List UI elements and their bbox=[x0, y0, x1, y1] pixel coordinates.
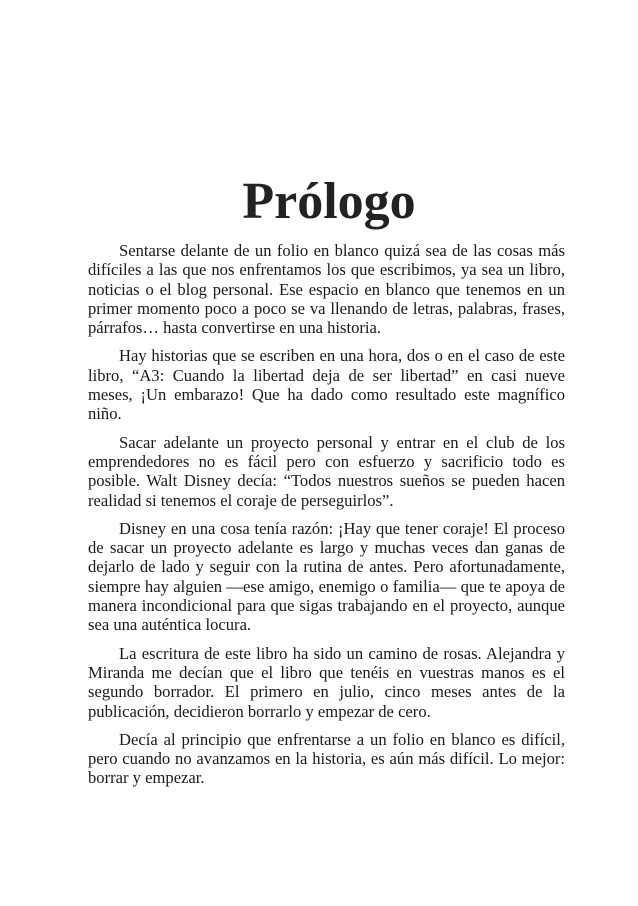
paragraph-1: Sentarse delante de un folio en blanco quizá sea de las cosas más difíciles a las que nos enfrentamos los que escribimos, ya sea un libro, noticias o el blog personal. Ese espacio en blanco que tenemos en un primer momento poco a poco se va llenando de letras, palabras, frases, párrafos… hasta convertirse en una historia. bbox=[88, 241, 565, 338]
paragraph-5: La escritura de este libro ha sido un camino de rosas. Alejandra y Miranda me decían que el libro que tenéis en vuestras manos es el segundo borrador. El primero en julio, cinco meses antes de la publicación, decidieron borrarlo y empezar de cero. bbox=[88, 643, 565, 721]
chapter-body bbox=[88, 241, 565, 797]
paragraph-6: Decía al principio que enfrentarse a un folio en blanco es difícil, pero cuando no avanzamos en la historia, es aún más difícil. Lo mejor: borrar y empezar. bbox=[88, 729, 565, 788]
chapter-title: Prólogo bbox=[242, 173, 416, 230]
paragraph-4: Disney en una cosa tenía razón: ¡Hay que tener coraje! El proceso de sacar un proyecto adelante es largo y muchas veces dan ganas de dejarlo de lado y seguir con la rutina de antes. Pero afortunadamente, siempre hay alguien —ese amigo, enemigo o familia— que te apoya de manera incondicional para que sigas trabajando en el proyecto, aunque sea una auténtica locura. bbox=[88, 518, 565, 635]
paragraph-2: Hay historias que se escriben en una hora, dos o en el caso de este libro, “A3: Cuando la libertad deja de ser libertad” en casi nueve meses, ¡Un embarazo! Que ha dado como resultado este magnífico niño. bbox=[88, 346, 565, 424]
paragraph-3: Sacar adelante un proyecto personal y entrar en el club de los emprendedores no es fácil pero con esfuerzo y sacrificio todo es posible. Walt Disney decía: “Todos nuestros sueños se pueden hacen realidad si tenemos el coraje de perseguirlos”. bbox=[88, 432, 565, 510]
